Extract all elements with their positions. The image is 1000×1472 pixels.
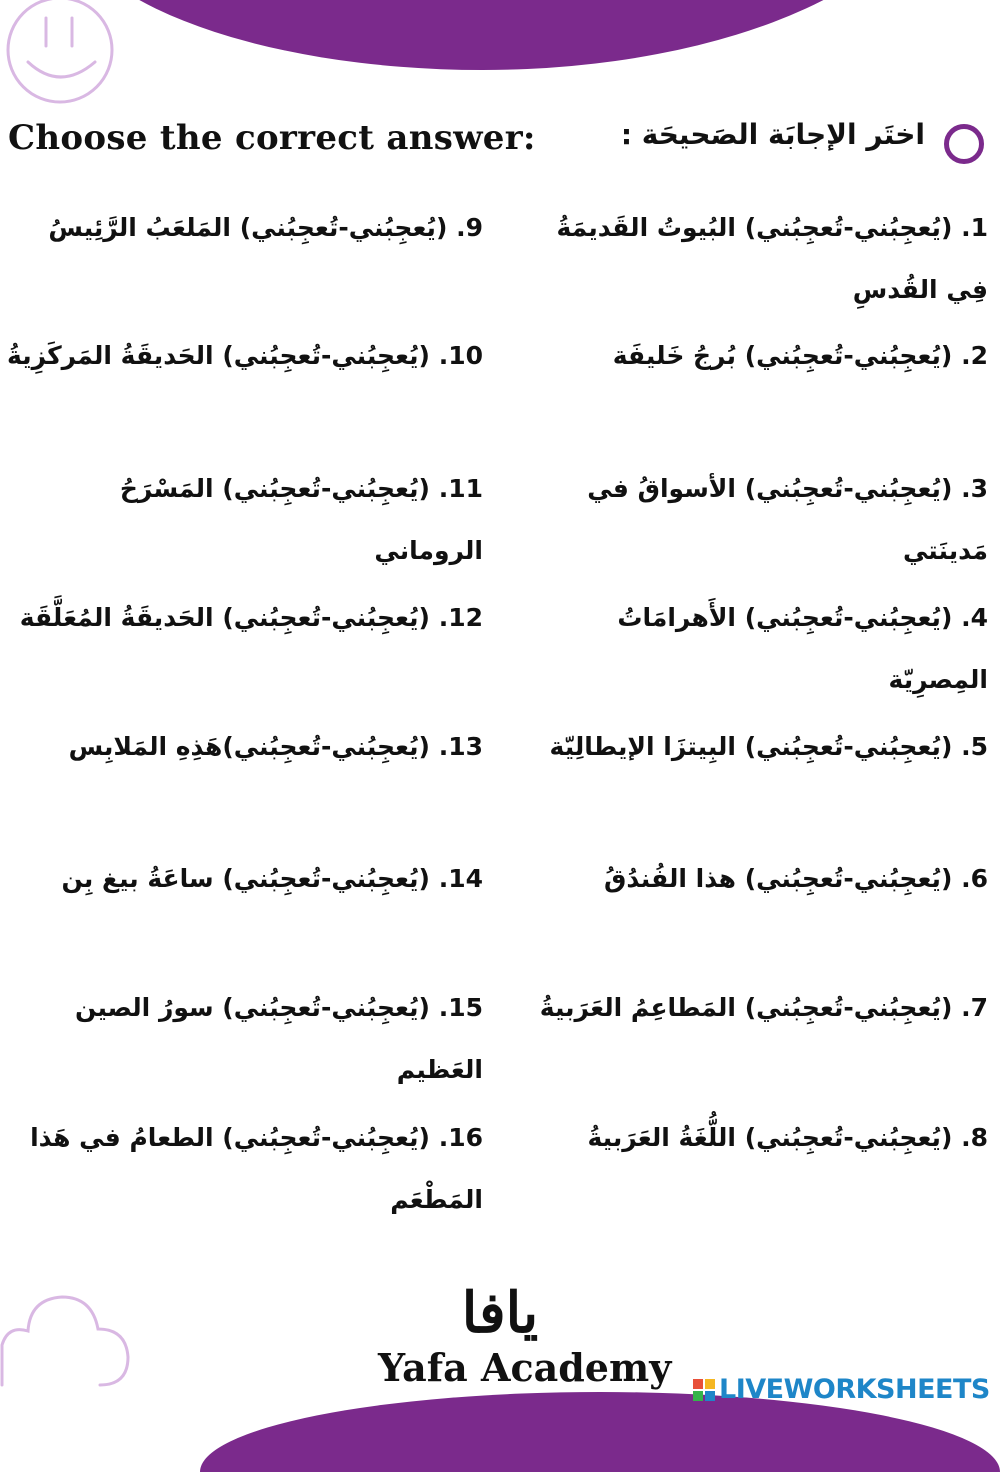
question-15: 15. (يُعجِبُني-تُعجِبُني) سورُ الصين العَظيم xyxy=(74,993,483,1084)
logo-arabic: يافا xyxy=(461,1280,539,1346)
question-10: 10. (يُعجِبُني-تُعجِبُني) الحَديقَةُ المَركَزِيةُ xyxy=(7,341,483,370)
question-8: 8. (يُعجِبُني-تُعجِبُني) اللُّغَةُ العَرَبيةُ xyxy=(587,1123,988,1152)
question-12: 12. (يُعجِبُني-تُعجِبُني) الحَديقَةُ المُعَلَّقَة xyxy=(19,603,483,632)
question-4: 4. (يُعجِبُني-تُعجِبُني) الأَهرامَاتُ المِصرِيّة xyxy=(617,603,988,694)
question-7: 7. (يُعجِبُني-تُعجِبُني) المَطاعِمُ العَرَبيةُ xyxy=(539,993,988,1022)
instruction-english: Choose the correct answer: xyxy=(8,118,536,158)
question-1: 1. (يُعجِبُني-تُعجِبُني) البُيوتُ القَديمَةُ فِي القُدسِ xyxy=(556,213,988,304)
question-5: 5. (يُعجِبُني-تُعجِبُني) البِيتزَا الإيطالِيّة xyxy=(549,732,988,761)
instruction-bullet-icon xyxy=(944,124,984,164)
question-11: 11. (يُعجِبُني-تُعجِبُني) المَسْرَحُ الروماني xyxy=(119,474,483,565)
question-14: 14. (يُعجِبُني-تُعجِبُني) ساعَةُ بيغ بِن xyxy=(61,864,483,893)
instruction-arabic: اختَر الإجابَة الصَحيحَة : xyxy=(620,118,925,151)
question-16: 16. (يُعجِبُني-تُعجِبُني) الطعامُ في هَذا المَطْعَم xyxy=(30,1123,483,1214)
question-6: 6. (يُعجِبُني-تُعجِبُني) هذا الفُندُقُ xyxy=(604,864,988,893)
question-2: 2. (يُعجِبُني-تُعجِبُني) بُرجُ خَليفَة xyxy=(612,341,988,370)
logo-english: Yafa Academy xyxy=(378,1345,672,1390)
smiley-face-icon xyxy=(0,0,120,110)
top-purple-wave xyxy=(60,0,940,70)
watermark-text: LIVEWORKSHEETS xyxy=(719,1374,990,1405)
liveworksheets-logo-icon xyxy=(693,1379,715,1401)
question-3: 3. (يُعجِبُني-تُعجِبُني) الأسواقُ في مَدينَتي xyxy=(587,474,988,565)
liveworksheets-watermark xyxy=(693,1374,990,1405)
question-13: 13. (يُعجِبُني-تُعجِبُني)هَذِهِ المَلابِس xyxy=(68,732,483,761)
question-9: 9. (يُعجِبُني-تُعجِبُني) المَلعَبُ الرَّئِيسُ xyxy=(48,213,483,242)
